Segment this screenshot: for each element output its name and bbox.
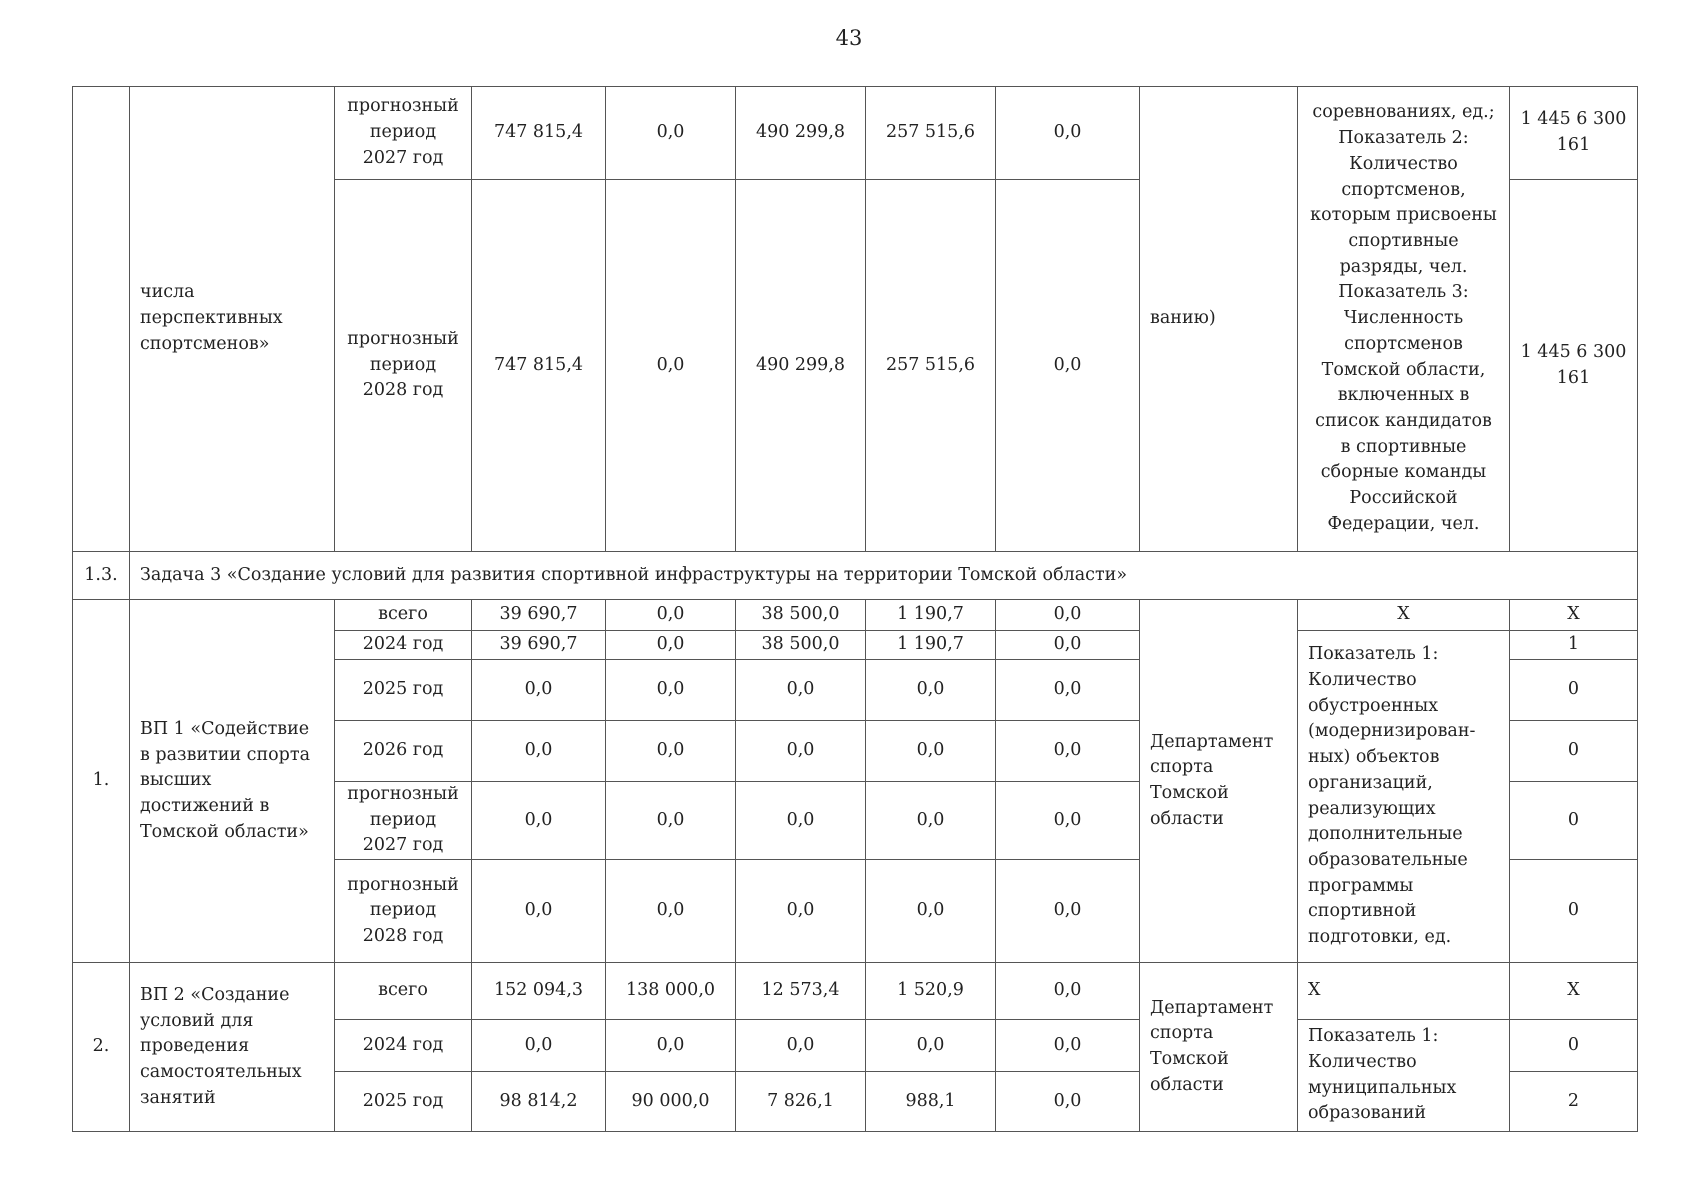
value-cell: 90 000,0 — [606, 1072, 736, 1132]
value-cell: 0,0 — [996, 87, 1140, 180]
value-cell: 1 190,7 — [866, 600, 996, 631]
value-cell: 39 690,7 — [472, 631, 606, 660]
value-cell: 0,0 — [606, 1020, 736, 1072]
vp2-name: ВП 2 «Создание условий для проведения самостоятельных занятий — [130, 963, 335, 1132]
value-cell: 0,0 — [736, 860, 866, 963]
value-cell: 0,0 — [472, 660, 606, 721]
value-cell: 0,0 — [866, 782, 996, 860]
period-cell: 2024 год — [335, 631, 472, 660]
period-cell: прогнозный период 2028 год — [335, 860, 472, 963]
vp2-number: 2. — [73, 963, 130, 1132]
value-cell: 38 500,0 — [736, 631, 866, 660]
value-cell: 0,0 — [866, 721, 996, 782]
value-cell: 0,0 — [996, 631, 1140, 660]
value-cell: 0,0 — [472, 721, 606, 782]
value-cell: 0,0 — [996, 600, 1140, 631]
target-cell: 1 — [1510, 631, 1638, 660]
value-cell: 0,0 — [606, 180, 736, 552]
table-row — [73, 600, 1638, 631]
value-cell: 0,0 — [606, 600, 736, 631]
period-cell: 2025 год — [335, 660, 472, 721]
target-cell: 0 — [1510, 721, 1638, 782]
target-cell: 0 — [1510, 660, 1638, 721]
vp1-indicator: Показатель 1: Количество обустроенных (модернизированных) объектов организаций, реализующих дополнительные образовательные программы спортивной подготовки, ед. — [1298, 631, 1510, 963]
table-row — [73, 87, 1638, 180]
period-cell: всего — [335, 963, 472, 1020]
value-cell: 0,0 — [996, 1020, 1140, 1072]
target-cell: 1 445 6 300 161 — [1510, 180, 1638, 552]
value-cell: 0,0 — [996, 721, 1140, 782]
value-cell: 39 690,7 — [472, 600, 606, 631]
target-cell: 2 — [1510, 1072, 1638, 1132]
value-cell: 0,0 — [472, 1020, 606, 1072]
period-cell: 2026 год — [335, 721, 472, 782]
value-cell: 138 000,0 — [606, 963, 736, 1020]
period-cell: прогнозный период 2027 год — [335, 87, 472, 180]
vp1-number: 1. — [73, 600, 130, 963]
value-cell: 257 515,6 — [866, 180, 996, 552]
period-cell: 2025 год — [335, 1072, 472, 1132]
indicator-total: Х — [1298, 963, 1510, 1020]
value-cell: 0,0 — [996, 1072, 1140, 1132]
value-cell: 1 520,9 — [866, 963, 996, 1020]
value-cell: 490 299,8 — [736, 87, 866, 180]
value-cell: 988,1 — [866, 1072, 996, 1132]
vp2-indicator: Показатель 1: Количество муниципальных образований — [1298, 1020, 1510, 1132]
target-cell: 0 — [1510, 860, 1638, 963]
value-cell: 1 190,7 — [866, 631, 996, 660]
target-cell: Х — [1510, 600, 1638, 631]
responsible-cell: ванию) — [1140, 87, 1298, 552]
value-cell: 0,0 — [606, 860, 736, 963]
vp2-responsible: Департамент спорта Томской области — [1140, 963, 1298, 1132]
value-cell: 0,0 — [736, 660, 866, 721]
target-cell: 0 — [1510, 1020, 1638, 1072]
value-cell: 7 826,1 — [736, 1072, 866, 1132]
value-cell: 38 500,0 — [736, 600, 866, 631]
task-title: Задача 3 «Создание условий для развития спортивной инфраструктуры на территории Томской области» — [130, 552, 1638, 600]
measure-name: числа перспективных спортсменов» — [130, 87, 335, 552]
indicator-cell: соревнованиях, ед.; Показатель 2: Количество спортсменов, которым присвоены спортивные разряды, чел. Показатель 3: Численность спортсменов Томской области, включенных в список кандидатов в спортивные сборные команды Российской Федерации, чел. — [1298, 87, 1510, 552]
value-cell: 0,0 — [736, 1020, 866, 1072]
program-table — [72, 86, 1638, 1132]
table-row — [73, 963, 1638, 1020]
vp1-name: ВП 1 «Содействие в развитии спорта высших достижений в Томской области» — [130, 600, 335, 963]
target-cell: 1 445 6 300 161 — [1510, 87, 1638, 180]
value-cell: 0,0 — [472, 860, 606, 963]
value-cell: 0,0 — [606, 660, 736, 721]
period-cell: прогнозный период 2027 год — [335, 782, 472, 860]
value-cell: 0,0 — [866, 860, 996, 963]
target-cell: 0 — [1510, 782, 1638, 860]
vp1-responsible: Департамент спорта Томской области — [1140, 600, 1298, 963]
value-cell: 0,0 — [866, 1020, 996, 1072]
task-row — [73, 552, 1638, 600]
value-cell: 0,0 — [606, 721, 736, 782]
page-number: 43 — [835, 26, 863, 50]
value-cell: 257 515,6 — [866, 87, 996, 180]
value-cell: 0,0 — [996, 782, 1140, 860]
value-cell: 0,0 — [736, 721, 866, 782]
value-cell: 0,0 — [606, 87, 736, 180]
value-cell: 0,0 — [606, 631, 736, 660]
value-cell: 0,0 — [996, 963, 1140, 1020]
value-cell: 0,0 — [996, 860, 1140, 963]
value-cell: 12 573,4 — [736, 963, 866, 1020]
period-cell: прогнозный период 2028 год — [335, 180, 472, 552]
value-cell: 0,0 — [996, 180, 1140, 552]
period-cell: всего — [335, 600, 472, 631]
value-cell: 747 815,4 — [472, 87, 606, 180]
value-cell: 0,0 — [996, 660, 1140, 721]
task-number: 1.3. — [73, 552, 130, 600]
value-cell: 0,0 — [606, 782, 736, 860]
value-cell: 98 814,2 — [472, 1072, 606, 1132]
value-cell: 152 094,3 — [472, 963, 606, 1020]
value-cell: 0,0 — [866, 660, 996, 721]
number-cell — [73, 87, 130, 552]
target-cell: Х — [1510, 963, 1638, 1020]
value-cell: 0,0 — [472, 782, 606, 860]
value-cell: 490 299,8 — [736, 180, 866, 552]
indicator-total: Х — [1298, 600, 1510, 631]
value-cell: 747 815,4 — [472, 180, 606, 552]
value-cell: 0,0 — [736, 782, 866, 860]
period-cell: 2024 год — [335, 1020, 472, 1072]
